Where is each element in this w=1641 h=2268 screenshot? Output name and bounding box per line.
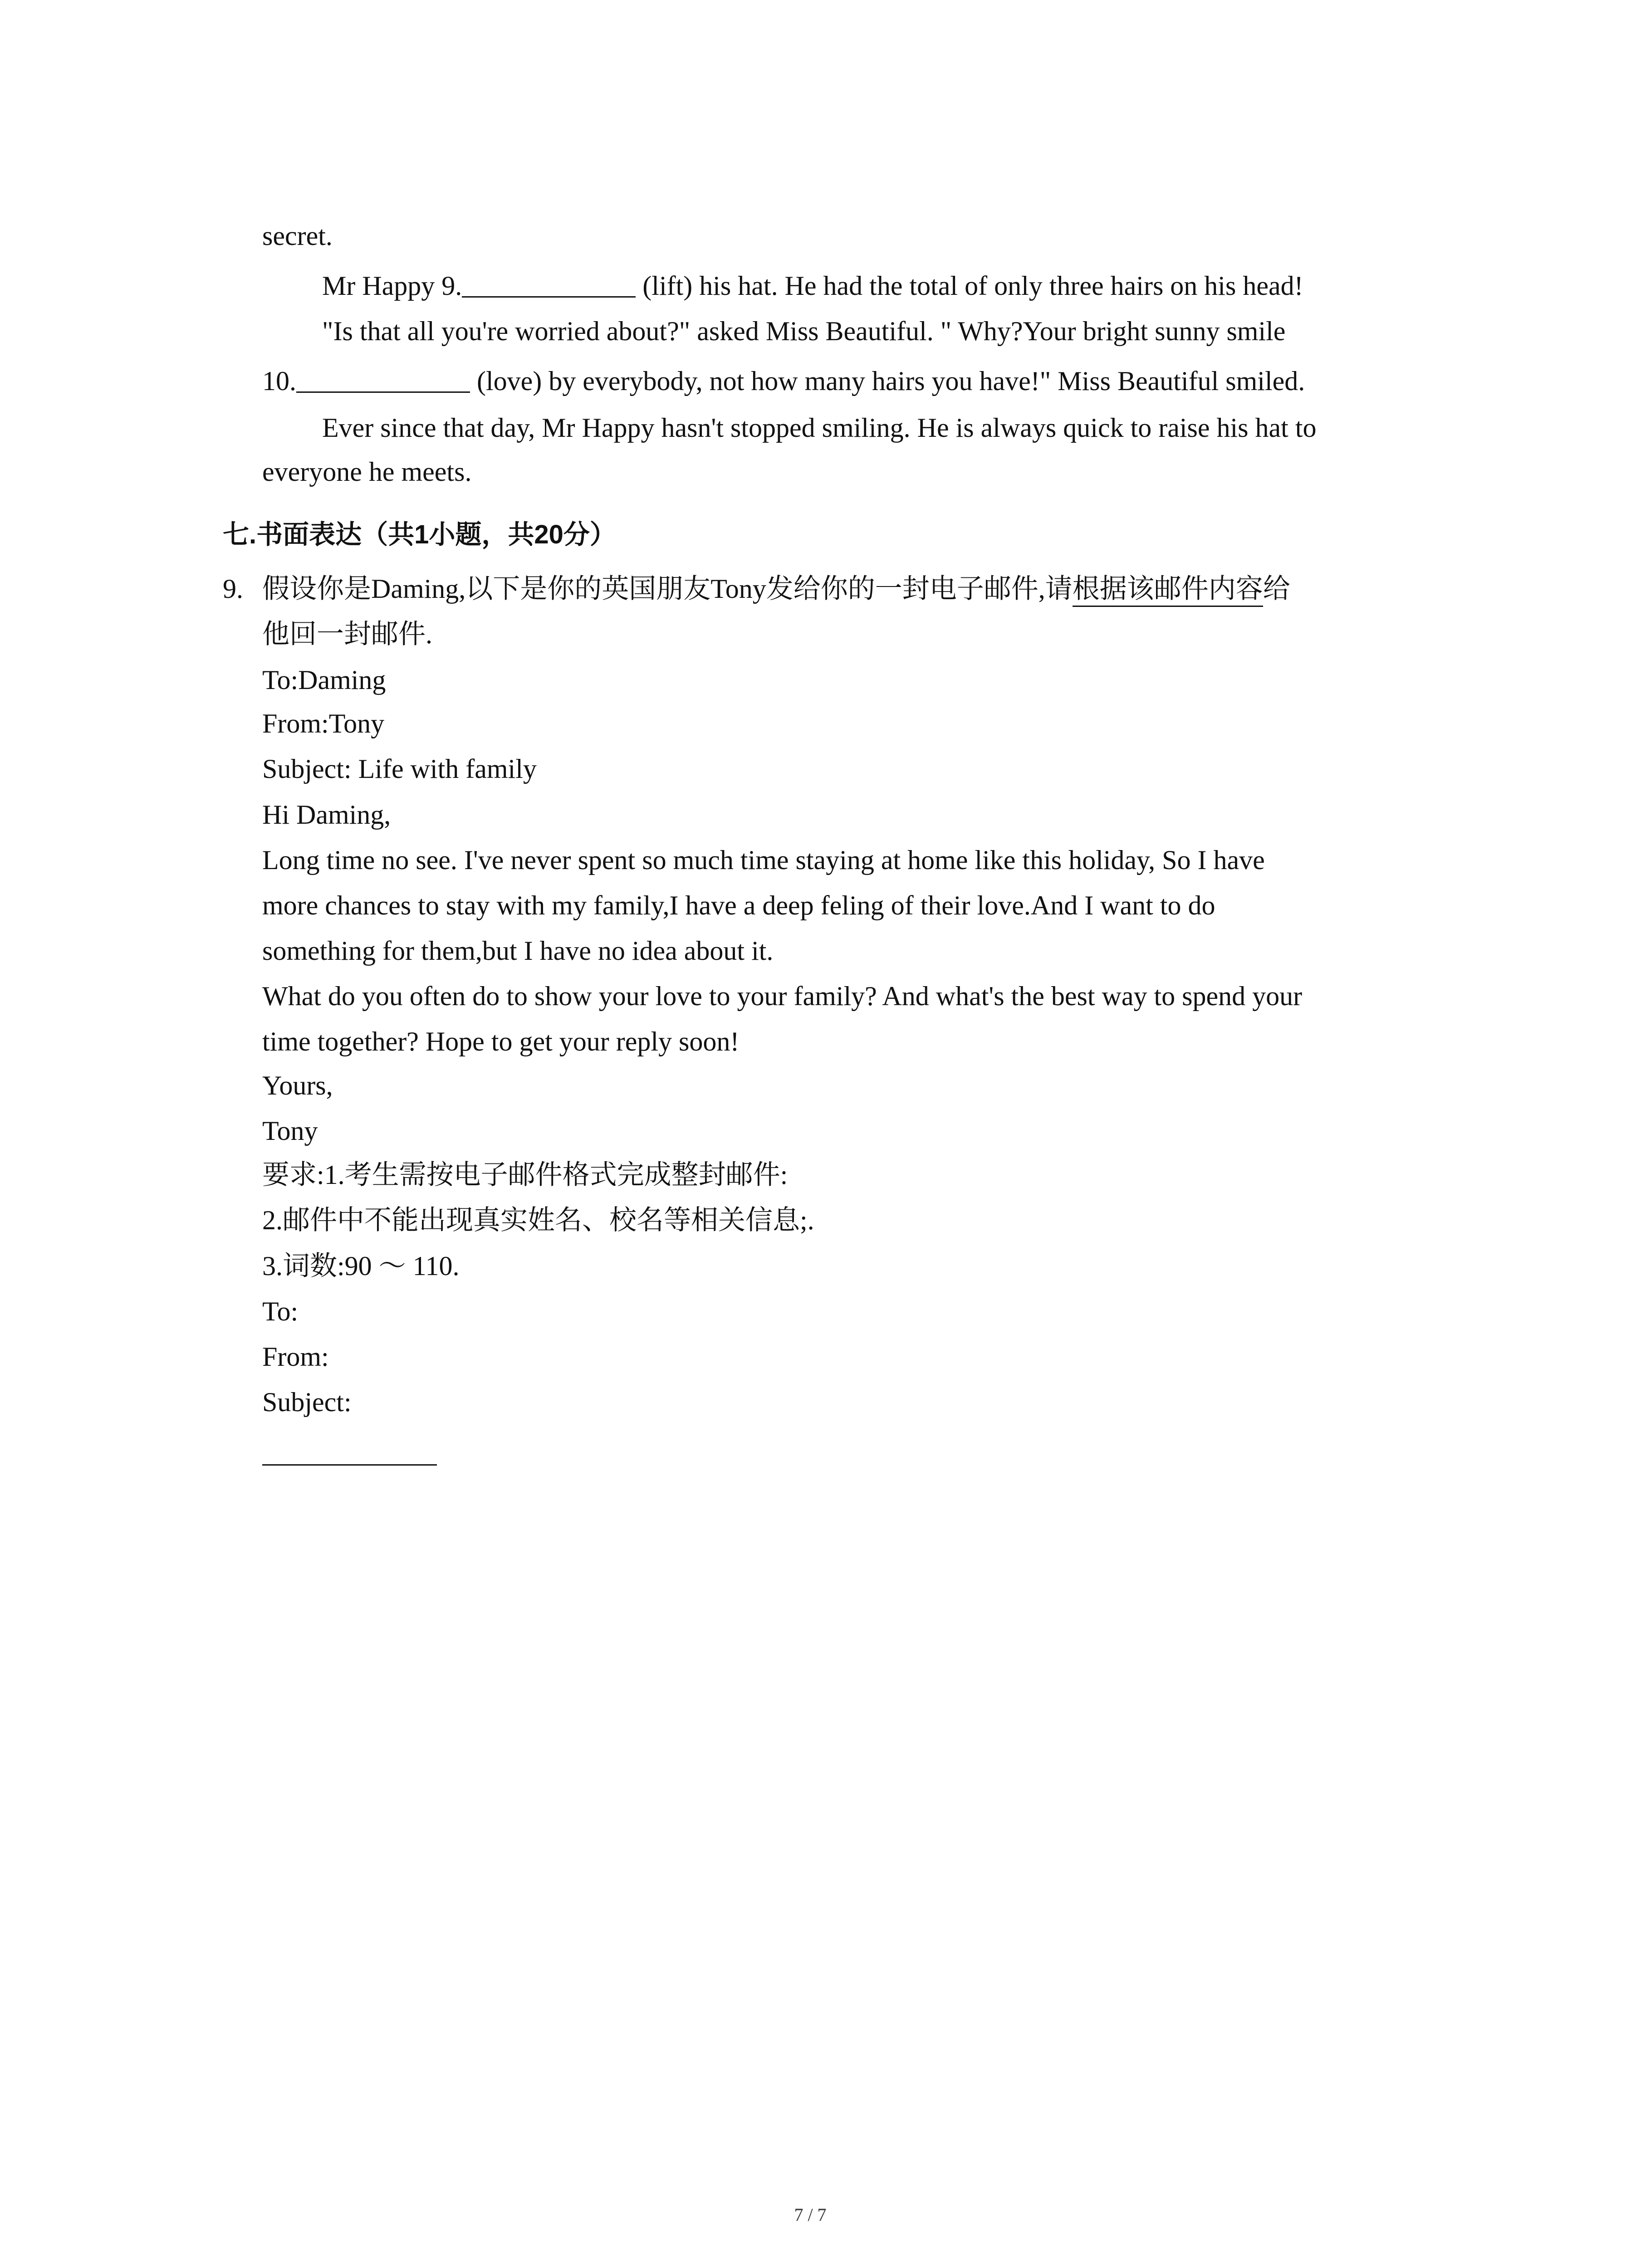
email-greeting: Hi Daming,: [262, 800, 391, 830]
prompt-text: 假设你是Daming,以下是你的英国朋友Tony发给你的一封电子邮件,请: [262, 574, 1073, 604]
email-body-line: more chances to stay with my family,I have a deep feling of their love.And I want to do: [262, 890, 1215, 920]
prompt-underlined-text: 根据该邮件内容: [1073, 574, 1263, 607]
passage-text: (love) by everybody, not how many hairs you have!" Miss Beautiful smiled.: [470, 366, 1305, 396]
passage-text: secret.: [262, 221, 333, 251]
email-signature: Tony: [262, 1116, 318, 1146]
prompt-text: 给: [1263, 574, 1290, 604]
page-number: 7 / 7: [794, 2204, 827, 2225]
email-to: To:Daming: [262, 665, 386, 695]
answer-to-label: To:: [262, 1296, 299, 1326]
passage-text: "Is that all you're worried about?" asked Miss Beautiful. " Why?Your bright sunny smile: [322, 316, 1286, 346]
passage-line: [322, 263, 1303, 308]
email-closing: Yours,: [262, 1070, 333, 1100]
passage-text: everyone he meets.: [262, 457, 472, 487]
question-number: 9.: [223, 574, 243, 604]
answer-blank-10: [296, 371, 470, 393]
question-prompt: [262, 566, 1290, 611]
passage-text: 10.: [262, 366, 296, 396]
passage-line: [322, 308, 1285, 354]
passage-text: (lift) his hat. He had the total of only three hairs on his head!: [636, 271, 1303, 301]
answer-blank-9: [462, 275, 636, 298]
passage-line: [262, 213, 333, 259]
answer-blank-line: [262, 1464, 437, 1466]
email-body-line: What do you often do to show your love to your family? And what's the best way to spend your: [262, 981, 1303, 1011]
passage-line: [262, 358, 1305, 404]
answer-subject-label: Subject:: [262, 1387, 352, 1417]
email-body-line: Long time no see. I've never spent so much time staying at home like this holiday, So I have: [262, 845, 1265, 875]
passage-text: Mr Happy 9.: [322, 271, 462, 301]
requirement-line: 3.词数:90 ～ 110.: [262, 1251, 460, 1281]
requirement-line: 要求:1.考生需按电子邮件格式完成整封邮件:: [262, 1160, 788, 1190]
passage-text: Ever since that day, Mr Happy hasn't stopped smiling. He is always quick to raise his hat to: [322, 413, 1317, 443]
email-body-line: time together? Hope to get your reply soon!: [262, 1026, 740, 1056]
section-heading: 七.书面表达（共1小题，共20分）: [223, 520, 616, 549]
requirement-line: 2.邮件中不能出现真实姓名、校名等相关信息;.: [262, 1205, 814, 1235]
email-subject: Subject: Life with family: [262, 754, 537, 784]
question-prompt-line2: 他回一封邮件.: [262, 619, 432, 649]
passage-line: [322, 405, 1317, 450]
answer-from-label: From:: [262, 1342, 329, 1372]
passage-line: [262, 449, 471, 494]
email-body-line: something for them,but I have no idea about it.: [262, 936, 774, 966]
email-from: From:Tony: [262, 709, 385, 738]
